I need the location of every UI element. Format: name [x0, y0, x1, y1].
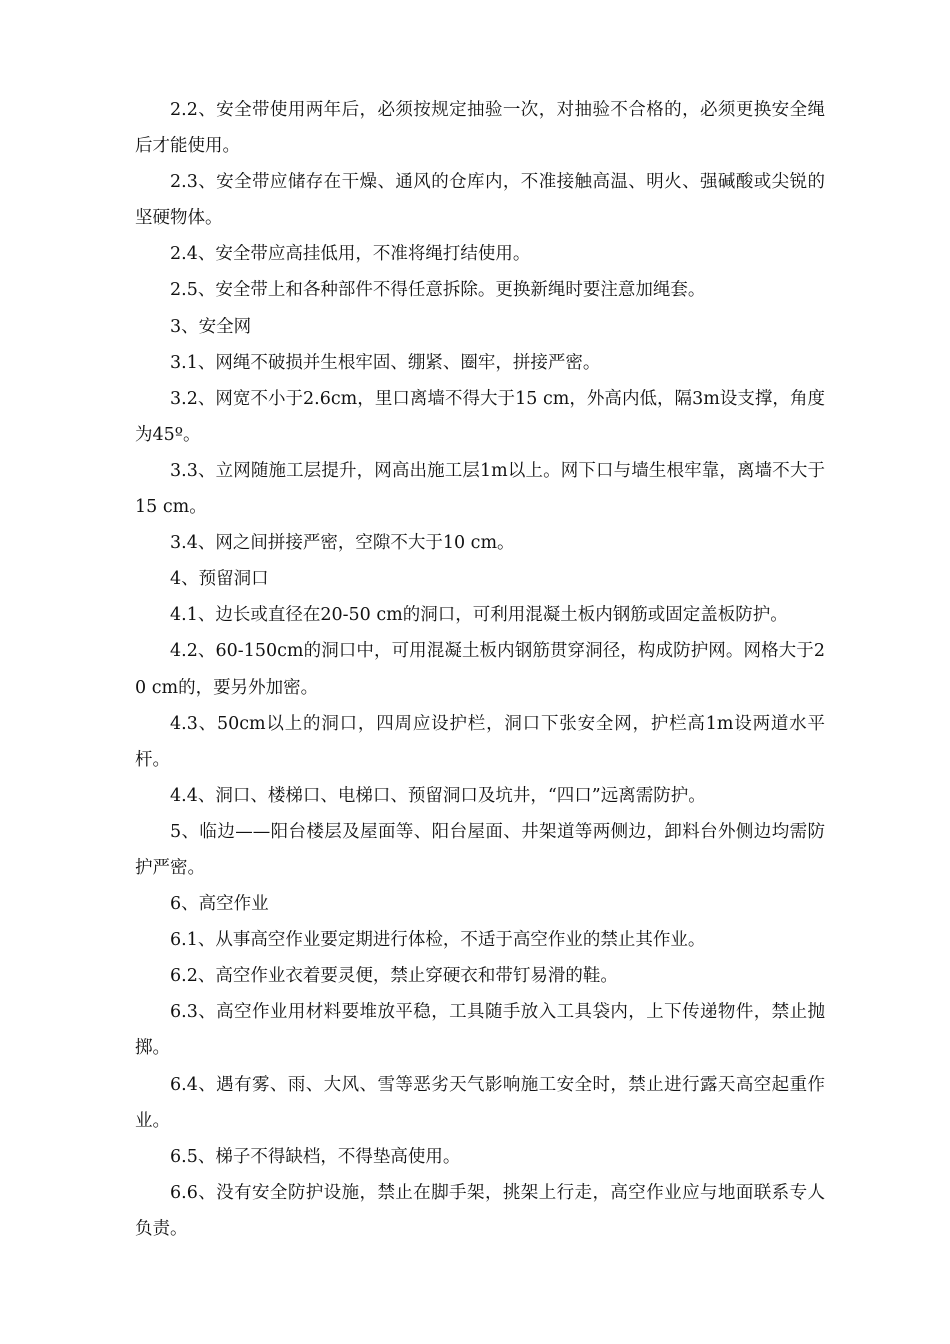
- paragraph-3-3: 3.3、立网随施工层提升，网高出施工层1m以上。网下口与墙生根牢靠，离墙不大于15 cm。: [135, 460, 825, 518]
- section-heading-4: 4、预留洞口: [170, 569, 269, 590]
- paragraph-6-1: 6.1、从事高空作业要定期进行体检，不适于高空作业的禁止其作业。: [170, 930, 706, 951]
- paragraph-6-3: 6.3、高空作业用材料要堆放平稳，工具随手放入工具袋内，上下传递物件，禁止抛掷。: [135, 1002, 825, 1059]
- body-text: [135, 92, 825, 1247]
- paragraph-4-3: 4.3、50cm以上的洞口，四周应设护栏，洞口下张安全网，护栏高1m设两道水平杆。: [135, 713, 825, 770]
- paragraph-2-2: 2.2、安全带使用两年后，必须按规定抽验一次，对抽验不合格的，必须更换安全绳后才能使用。: [135, 100, 825, 157]
- paragraph-6-2: 6.2、高空作业衣着要灵便，禁止穿硬衣和带钉易滑的鞋。: [170, 966, 618, 987]
- paragraph-4-1: 4.1、边长或直径在20-50 cm的洞口，可利用混凝土板内钢筋或固定盖板防护。: [170, 605, 788, 626]
- paragraph-2-5: 2.5、安全带上和各种部件不得任意拆除。更换新绳时要注意加绳套。: [170, 280, 706, 301]
- section-heading-5: 5、临边——阳台楼层及屋面等、阳台屋面、井架道等两侧边，卸料台外侧边均需防护严密。: [135, 821, 825, 878]
- paragraph-2-3: 2.3、安全带应储存在干燥、通风的仓库内，不准接触高温、明火、强碱酸或尖锐的坚硬物体。: [135, 172, 825, 229]
- paragraph-2-4: 2.4、安全带应高挂低用，不准将绳打结使用。: [170, 244, 531, 265]
- paragraph-6-4: 6.4、遇有雾、雨、大风、雪等恶劣天气影响施工安全时，禁止进行露天高空起重作业。: [135, 1074, 825, 1131]
- paragraph-4-2: 4.2、60-150cm的洞口中，可用混凝土板内钢筋贯穿洞径，构成防护网。网格大于20 cm的，要另外加密。: [135, 641, 825, 698]
- paragraph-3-1: 3.1、网绳不破损并生根牢固、绷紧、圈牢，拼接严密。: [170, 352, 601, 373]
- paragraph-4-4: 4.4、洞口、楼梯口、电梯口、预留洞口及坑井，“四口”远离需防护。: [170, 785, 706, 806]
- section-heading-3: 3、安全网: [170, 316, 252, 337]
- paragraph-3-2: 3.2、网宽不小于2.6cm，里口离墙不得大于15 cm，外高内低，隔3m设支撑，角度为45º。: [135, 388, 825, 445]
- paragraph-6-6: 6.6、没有安全防护设施，禁止在脚手架，挑架上行走，高空作业应与地面联系专人负责。: [135, 1182, 825, 1239]
- paragraph-3-4: 3.4、网之间拼接严密，空隙不大于10 cm。: [170, 533, 515, 554]
- section-heading-6: 6、高空作业: [170, 894, 269, 915]
- paragraph-6-5: 6.5、梯子不得缺档，不得垫高使用。: [170, 1146, 461, 1167]
